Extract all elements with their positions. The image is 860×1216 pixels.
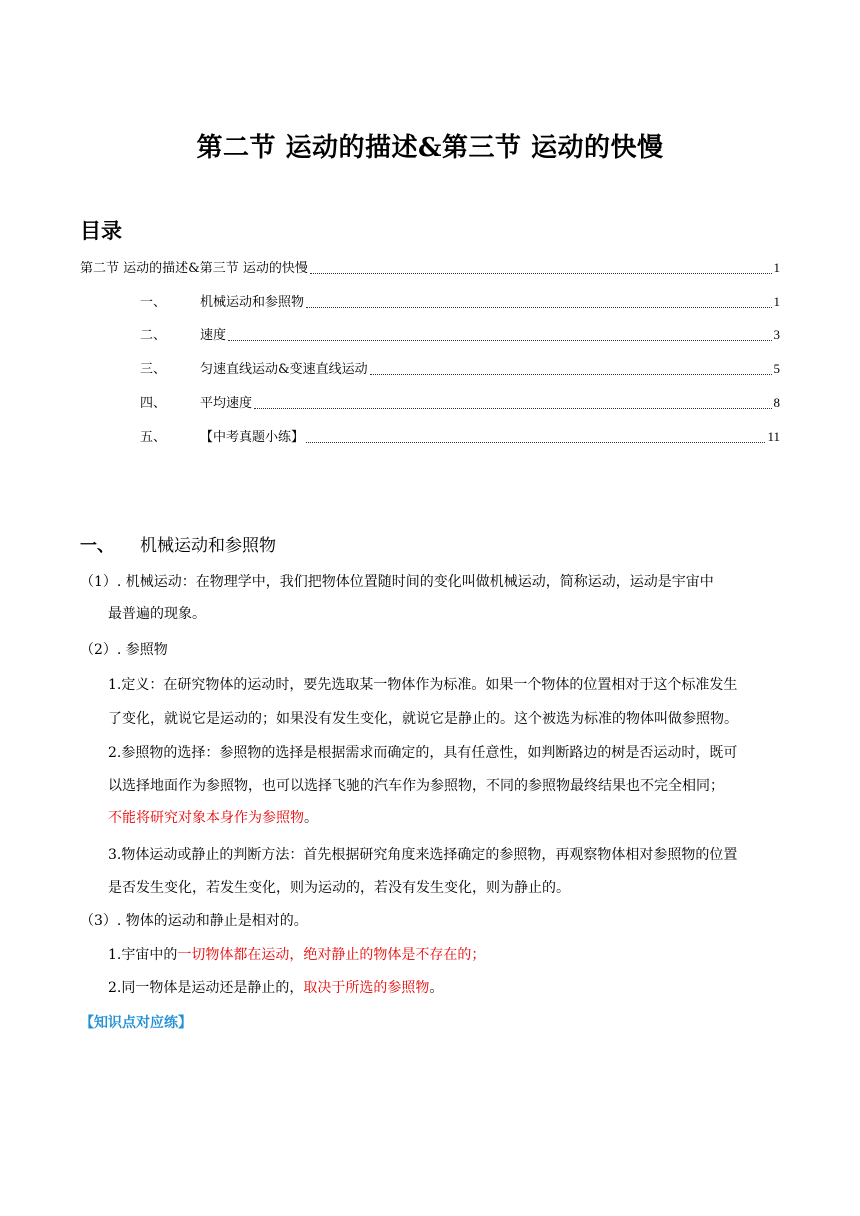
toc-entry-label: 【中考真题小练】: [200, 430, 305, 445]
toc-entry-page: 3: [773, 327, 780, 342]
section-title: 机械运动和参照物: [140, 536, 276, 556]
toc-entry-label: 速度: [200, 328, 227, 343]
toc-entry-label: 机械运动和参照物: [200, 295, 305, 310]
toc-entry[interactable]: [140, 293, 780, 312]
paragraph-line: 最普遍的现象。: [108, 606, 206, 622]
toc-entry-page: 1: [773, 294, 780, 309]
highlight-text: 一切物体都在运动，绝对静止的物体是不存在的；: [177, 947, 486, 963]
paragraph-line: [108, 978, 443, 998]
toc-entry[interactable]: [140, 326, 780, 345]
toc-entry-label: 匀速直线运动&变速直线运动: [200, 362, 368, 377]
paragraph-line: 是否发生变化，若发生变化，则为运动的，若没有发生变化，则为静止的。: [108, 880, 570, 896]
toc-entry-number: 五、: [140, 430, 167, 445]
paragraph-line: 1.定义：在研究物体的运动时，要先选取某一物体作为标准。如果一个物体的位置相对于这个标准发生: [108, 677, 738, 693]
toc-entry-label: 第二节 运动的描述&第三节 运动的快慢: [80, 261, 308, 276]
page-title: 第二节 运动的描述&第三节 运动的快慢: [196, 133, 664, 163]
paragraph-line: [108, 808, 318, 828]
toc-entry-page: 5: [773, 361, 780, 376]
text-run: 。: [304, 810, 318, 826]
subheading: （3）. 物体的运动和静止是相对的。: [80, 913, 308, 929]
paragraph-line: 了变化，就说它是运动的；如果没有发生变化，就说它是静止的。这个被选为标准的物体叫做参照物。: [108, 711, 738, 727]
toc-entry-label: 平均速度: [200, 396, 253, 411]
toc-entry-number: 三、: [140, 362, 167, 377]
highlight-text: 不能将研究对象本身作为参照物: [108, 810, 304, 826]
toc-entry[interactable]: [80, 259, 780, 278]
paragraph-line: [108, 945, 485, 965]
toc-entry-number: 一、: [140, 295, 167, 310]
toc-leader-dots: [228, 339, 771, 341]
toc-leader-dots: [306, 441, 765, 443]
text-run: 。: [429, 980, 444, 996]
toc-leader-dots: [306, 306, 771, 308]
toc-leader-dots: [310, 272, 772, 274]
practice-label: 【知识点对应练】: [80, 1015, 192, 1031]
section-number: 一、: [80, 536, 114, 556]
subheading: （2）. 参照物: [80, 642, 168, 658]
toc-leader-dots: [254, 407, 771, 409]
toc-entry-page: 11: [767, 429, 780, 444]
section-heading: [80, 531, 276, 556]
paragraph-line: 以选择地面作为参照物，也可以选择飞驰的汽车作为参照物，不同的参照物最终结果也不完全相同；: [108, 778, 724, 794]
toc-entry-page: 8: [773, 395, 780, 410]
toc-entry[interactable]: [140, 394, 780, 413]
toc-entry[interactable]: [140, 428, 780, 447]
toc-entry[interactable]: [140, 360, 780, 379]
toc-leader-dots: [370, 373, 772, 375]
toc-heading: 目录: [80, 218, 122, 243]
text-run: 2.同一物体是运动还是静止的，: [108, 980, 304, 996]
text-run: 1.宇宙中的: [108, 947, 178, 963]
toc-entry-number: 二、: [140, 328, 167, 343]
toc-entry-number: 四、: [140, 396, 167, 411]
toc-entry-page: 1: [773, 260, 780, 275]
paragraph-line: 3.物体运动或静止的判断方法：首先根据研究角度来选择确定的参照物，再观察物体相对参照物的位置: [108, 847, 738, 863]
highlight-text: 取决于所选的参照物: [303, 980, 430, 996]
paragraph-line: 2.参照物的选择：参照物的选择是根据需求而确定的，具有任意性，如判断路边的树是否运动时，既可: [108, 745, 738, 761]
paragraph-line: （1）. 机械运动：在物理学中，我们把物体位置随时间的变化叫做机械运动，简称运动，运动是宇宙中: [80, 574, 714, 590]
